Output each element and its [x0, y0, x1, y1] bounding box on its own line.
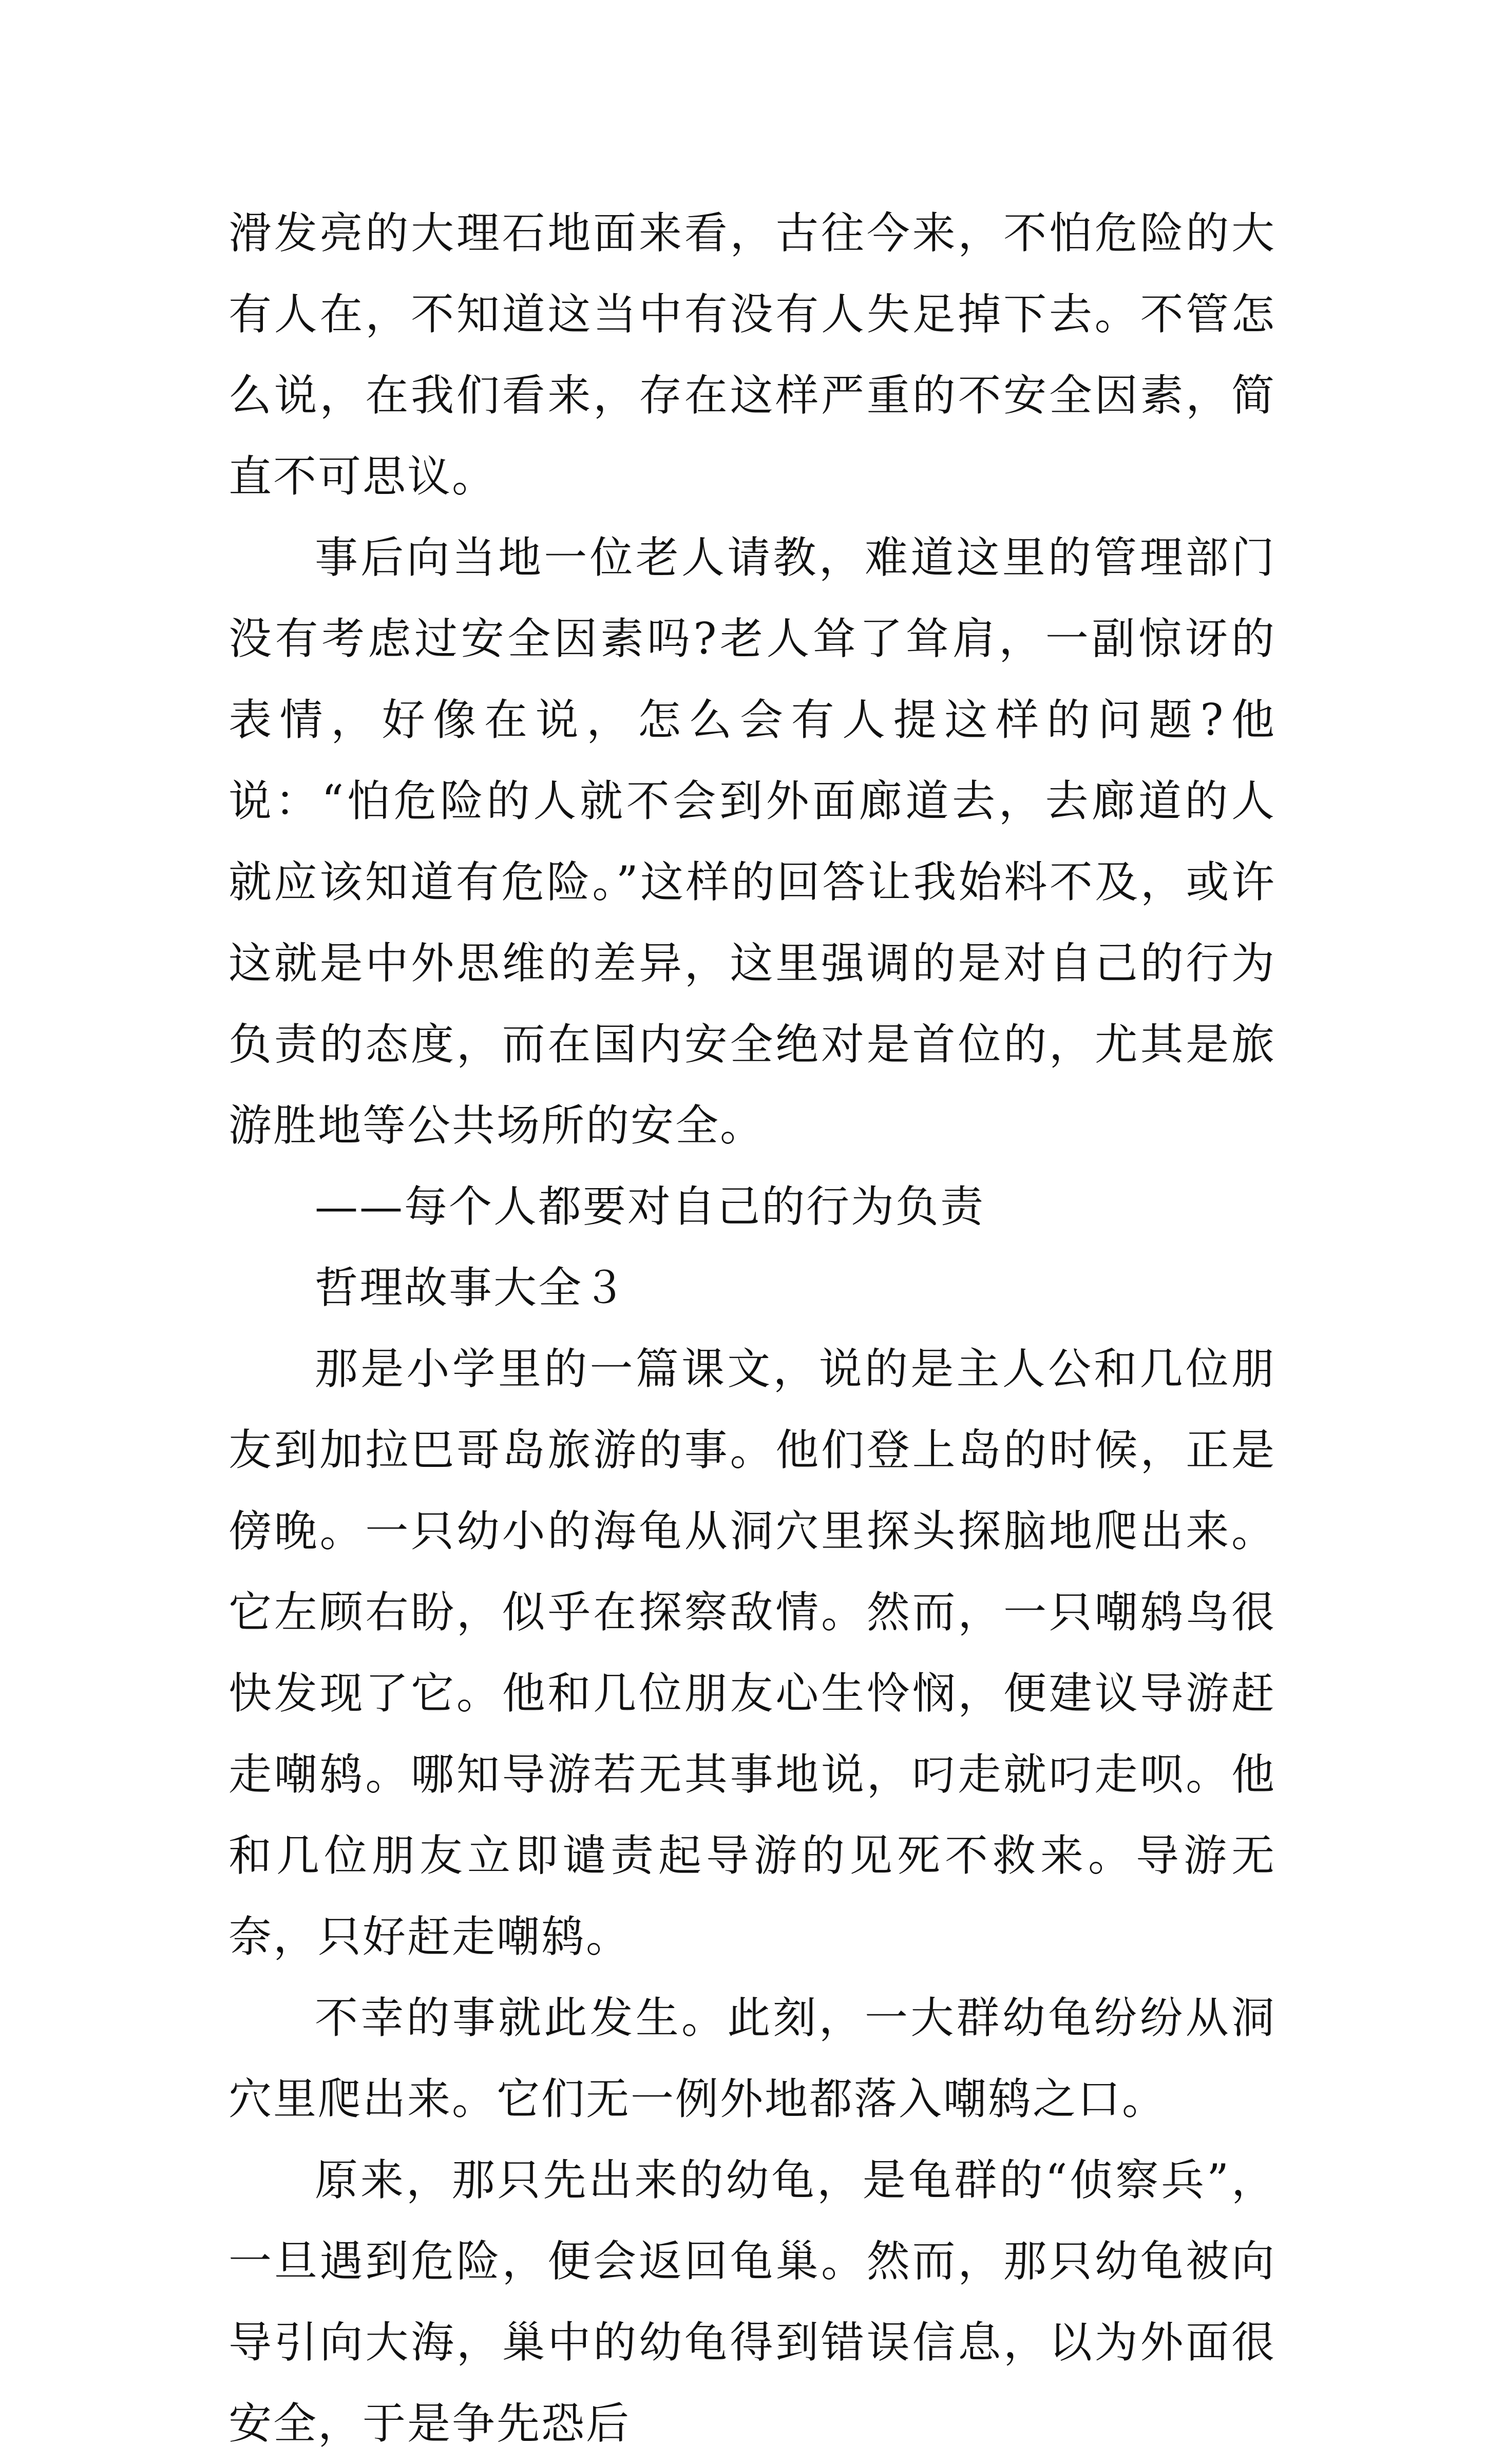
paragraph-3: ——每个人都要对自己的行为负责 [315, 1181, 985, 1232]
paragraph-6: 原来，那只先出来的幼龟，是龟群的“侦察兵”，一旦遇到危险，便会返回龟巢。然而，那只幼龟被向导引向大海，巢中的幼龟得到错误信息，以为外面很安全，于是争先恐后 [228, 2155, 1276, 2449]
body-text [228, 193, 1276, 2464]
section-heading: 哲理故事大全３ [315, 1263, 628, 1313]
paragraph-5: 不幸的事就此发生。此刻，一大群幼龟纷纷从洞穴里爬出来。它们无一例外地都落入嘲鸫之口。 [228, 1993, 1276, 2124]
paragraph-1: 滑发亮的大理石地面来看，古往今来，不怕危险的大有人在，不知道这当中有没有人失足掉下去。不管怎么说，在我们看来，存在这样严重的不安全因素，简直不可思议。 [228, 208, 1276, 502]
paragraph-2: 事后向当地一位老人请教，难道这里的管理部门没有考虑过安全因素吗?老人耸了耸肩，一副惊讶的表情，好像在说，怎么会有人提这样的问题?他说：“怕危险的人就不会到外面廊道去，去廊道的人就应该知道有危险。”这样的回答让我始料不及，或许这就是中外思维的差异，这里强调的是对自己的行为负责的态度，而在国内安全绝对是首位的，尤其是旅游胜地等公共场所的安全。 [228, 532, 1276, 1151]
paragraph-4: 那是小学里的一篇课文，说的是主人公和几位朋友到加拉巴哥岛旅游的事。他们登上岛的时候，正是傍晚。一只幼小的海龟从洞穴里探头探脑地爬出来。它左顾右盼，似乎在探察敌情。然而，一只嘲鸫鸟很快发现了它。他和几位朋友心生怜悯，便建议导游赶走嘲鸫。哪知导游若无其事地说，叼走就叼走呗。他和几位朋友立即谴责起导游的见死不救来。导游无奈，只好赶走嘲鸫。 [228, 1344, 1276, 1962]
